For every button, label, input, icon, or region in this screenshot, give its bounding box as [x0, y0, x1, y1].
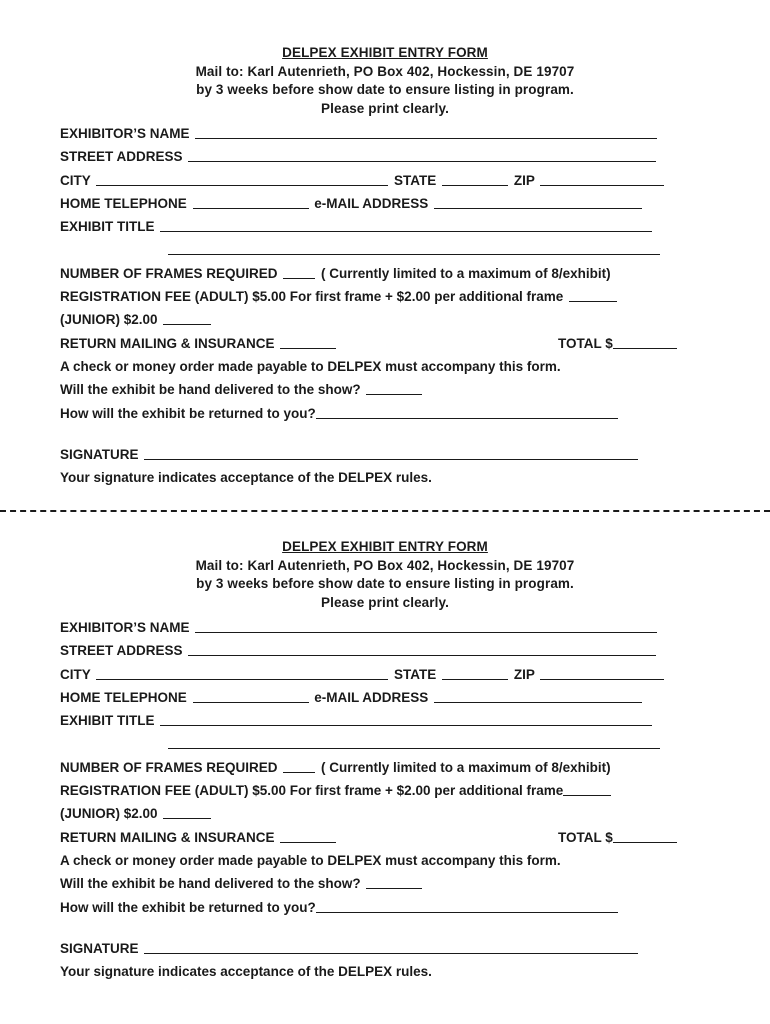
return-mailing-field[interactable]	[280, 334, 336, 349]
mail-to-line: Mail to: Karl Autenrieth, PO Box 402, Hockessin, DE 19707	[195, 557, 575, 573]
telephone-email-row	[60, 192, 770, 215]
street-address-row	[60, 145, 770, 168]
entry-form-top	[0, 44, 770, 489]
home-telephone-field[interactable]	[193, 194, 309, 209]
exhibit-title-label: EXHIBIT TITLE	[60, 219, 155, 235]
email-label: e-MAIL ADDRESS	[314, 689, 429, 705]
junior-fee-label: (JUNIOR) $2.00	[60, 312, 158, 328]
total-group	[558, 332, 679, 355]
exhibit-title-label: EXHIBIT TITLE	[60, 713, 155, 729]
payment-note: A check or money order made payable to DELPEX must accompany this form.	[60, 852, 561, 868]
acceptance-note: Your signature indicates acceptance of the DELPEX rules.	[60, 964, 432, 980]
frames-label: NUMBER OF FRAMES REQUIRED	[60, 759, 278, 775]
payment-note-row	[60, 355, 770, 378]
form-title: DELPEX EXHIBIT ENTRY FORM	[282, 45, 488, 60]
total-field[interactable]	[613, 334, 677, 349]
street-address-label: STREET ADDRESS	[60, 643, 183, 659]
return-mailing-label: RETURN MAILING & INSURANCE	[60, 829, 275, 845]
zip-field[interactable]	[540, 171, 664, 186]
state-field[interactable]	[442, 171, 508, 186]
street-address-field[interactable]	[188, 641, 656, 656]
city-state-zip-row	[60, 169, 770, 192]
hand-delivered-row	[60, 872, 770, 895]
form-header	[0, 538, 770, 612]
home-telephone-label: HOME TELEPHONE	[60, 195, 187, 211]
exhibit-title-row	[60, 215, 770, 238]
city-field[interactable]	[96, 665, 388, 680]
city-state-zip-row	[60, 663, 770, 686]
frames-note: ( Currently limited to a maximum of 8/exhibit)	[321, 265, 611, 281]
print-note: Please print clearly.	[321, 594, 449, 610]
signature-field[interactable]	[144, 445, 638, 460]
return-method-row	[60, 896, 770, 919]
frames-row	[60, 756, 770, 779]
exhibit-title-continuation-row	[60, 732, 770, 755]
city-label: CITY	[60, 172, 91, 188]
signature-label: SIGNATURE	[60, 940, 139, 956]
return-method-field[interactable]	[316, 898, 618, 913]
state-label: STATE	[394, 666, 437, 682]
city-label: CITY	[60, 666, 91, 682]
home-telephone-field[interactable]	[193, 688, 309, 703]
signature-label: SIGNATURE	[60, 446, 139, 462]
home-telephone-label: HOME TELEPHONE	[60, 689, 187, 705]
hand-delivered-field[interactable]	[366, 874, 422, 889]
street-address-label: STREET ADDRESS	[60, 149, 183, 165]
exhibit-title-row	[60, 709, 770, 732]
exhibitor-name-field[interactable]	[195, 124, 657, 139]
exhibitor-name-row	[60, 616, 770, 639]
state-field[interactable]	[442, 665, 508, 680]
return-method-question: How will the exhibit be returned to you?	[60, 899, 316, 915]
exhibit-title-continuation-row	[60, 238, 770, 261]
junior-fee-field[interactable]	[163, 310, 211, 325]
zip-label: ZIP	[513, 172, 535, 188]
total-label: TOTAL $	[558, 335, 613, 351]
frames-row	[60, 262, 770, 285]
total-group	[558, 826, 679, 849]
junior-fee-label: (JUNIOR) $2.00	[60, 806, 158, 822]
hand-delivered-row	[60, 378, 770, 401]
hand-delivered-field[interactable]	[366, 380, 422, 395]
return-method-question: How will the exhibit be returned to you?	[60, 405, 316, 421]
return-mailing-field[interactable]	[280, 828, 336, 843]
entry-form-bottom	[0, 538, 770, 983]
exhibit-title-field[interactable]	[160, 711, 652, 726]
street-address-field[interactable]	[188, 147, 656, 162]
registration-fee-field[interactable]	[569, 287, 617, 302]
street-address-row	[60, 639, 770, 662]
frames-field[interactable]	[283, 758, 315, 773]
dashed-cut-line	[0, 510, 770, 512]
exhibit-title-field[interactable]	[160, 217, 652, 232]
return-method-field[interactable]	[316, 404, 618, 419]
return-mailing-row	[60, 826, 770, 849]
registration-fee-label: REGISTRATION FEE (ADULT) $5.00 For first frame + $2.00 per additional frame	[60, 289, 564, 305]
signature-field[interactable]	[144, 939, 638, 954]
payment-note-row	[60, 849, 770, 872]
total-label: TOTAL $	[558, 829, 613, 845]
exhibit-title-field-line2[interactable]	[168, 734, 660, 749]
acceptance-note: Your signature indicates acceptance of the DELPEX rules.	[60, 470, 432, 486]
form-title: DELPEX EXHIBIT ENTRY FORM	[282, 539, 488, 554]
acceptance-note-row	[60, 466, 770, 489]
registration-fee-field[interactable]	[563, 781, 611, 796]
junior-fee-row	[60, 802, 770, 825]
return-method-row	[60, 402, 770, 425]
zip-field[interactable]	[540, 665, 664, 680]
telephone-email-row	[60, 686, 770, 709]
city-field[interactable]	[96, 171, 388, 186]
frames-label: NUMBER OF FRAMES REQUIRED	[60, 265, 278, 281]
exhibitor-name-label: EXHIBITOR’S NAME	[60, 126, 190, 141]
registration-fee-row	[60, 779, 770, 802]
acceptance-note-row	[60, 960, 770, 983]
hand-delivered-question: Will the exhibit be hand delivered to the show?	[60, 382, 361, 398]
email-field[interactable]	[434, 688, 642, 703]
signature-row	[60, 443, 770, 466]
frames-field[interactable]	[283, 264, 315, 279]
exhibit-title-field-line2[interactable]	[168, 240, 660, 255]
registration-fee-label: REGISTRATION FEE (ADULT) $5.00 For first frame + $2.00 per additional frame	[60, 783, 564, 799]
hand-delivered-question: Will the exhibit be hand delivered to the show?	[60, 876, 361, 892]
mail-to-line: Mail to: Karl Autenrieth, PO Box 402, Hockessin, DE 19707	[195, 63, 575, 79]
form-fields	[0, 122, 770, 489]
zip-label: ZIP	[513, 666, 535, 682]
email-label: e-MAIL ADDRESS	[314, 195, 429, 211]
payment-note: A check or money order made payable to DELPEX must accompany this form.	[60, 358, 561, 374]
state-label: STATE	[394, 172, 437, 188]
print-note: Please print clearly.	[321, 100, 449, 116]
form-fields	[0, 616, 770, 983]
exhibitor-name-row	[60, 122, 770, 145]
total-field[interactable]	[613, 828, 677, 843]
junior-fee-field[interactable]	[163, 804, 211, 819]
form-header	[0, 44, 770, 118]
junior-fee-row	[60, 308, 770, 331]
exhibitor-name-field[interactable]	[195, 618, 657, 633]
frames-note: ( Currently limited to a maximum of 8/exhibit)	[321, 759, 611, 775]
return-mailing-row	[60, 332, 770, 355]
return-mailing-label: RETURN MAILING & INSURANCE	[60, 335, 275, 351]
exhibitor-name-label: EXHIBITOR’S NAME	[60, 620, 190, 635]
email-field[interactable]	[434, 194, 642, 209]
registration-fee-row	[60, 285, 770, 308]
deadline-line: by 3 weeks before show date to ensure listing in program.	[196, 82, 574, 97]
signature-row	[60, 937, 770, 960]
deadline-line: by 3 weeks before show date to ensure listing in program.	[196, 576, 574, 591]
